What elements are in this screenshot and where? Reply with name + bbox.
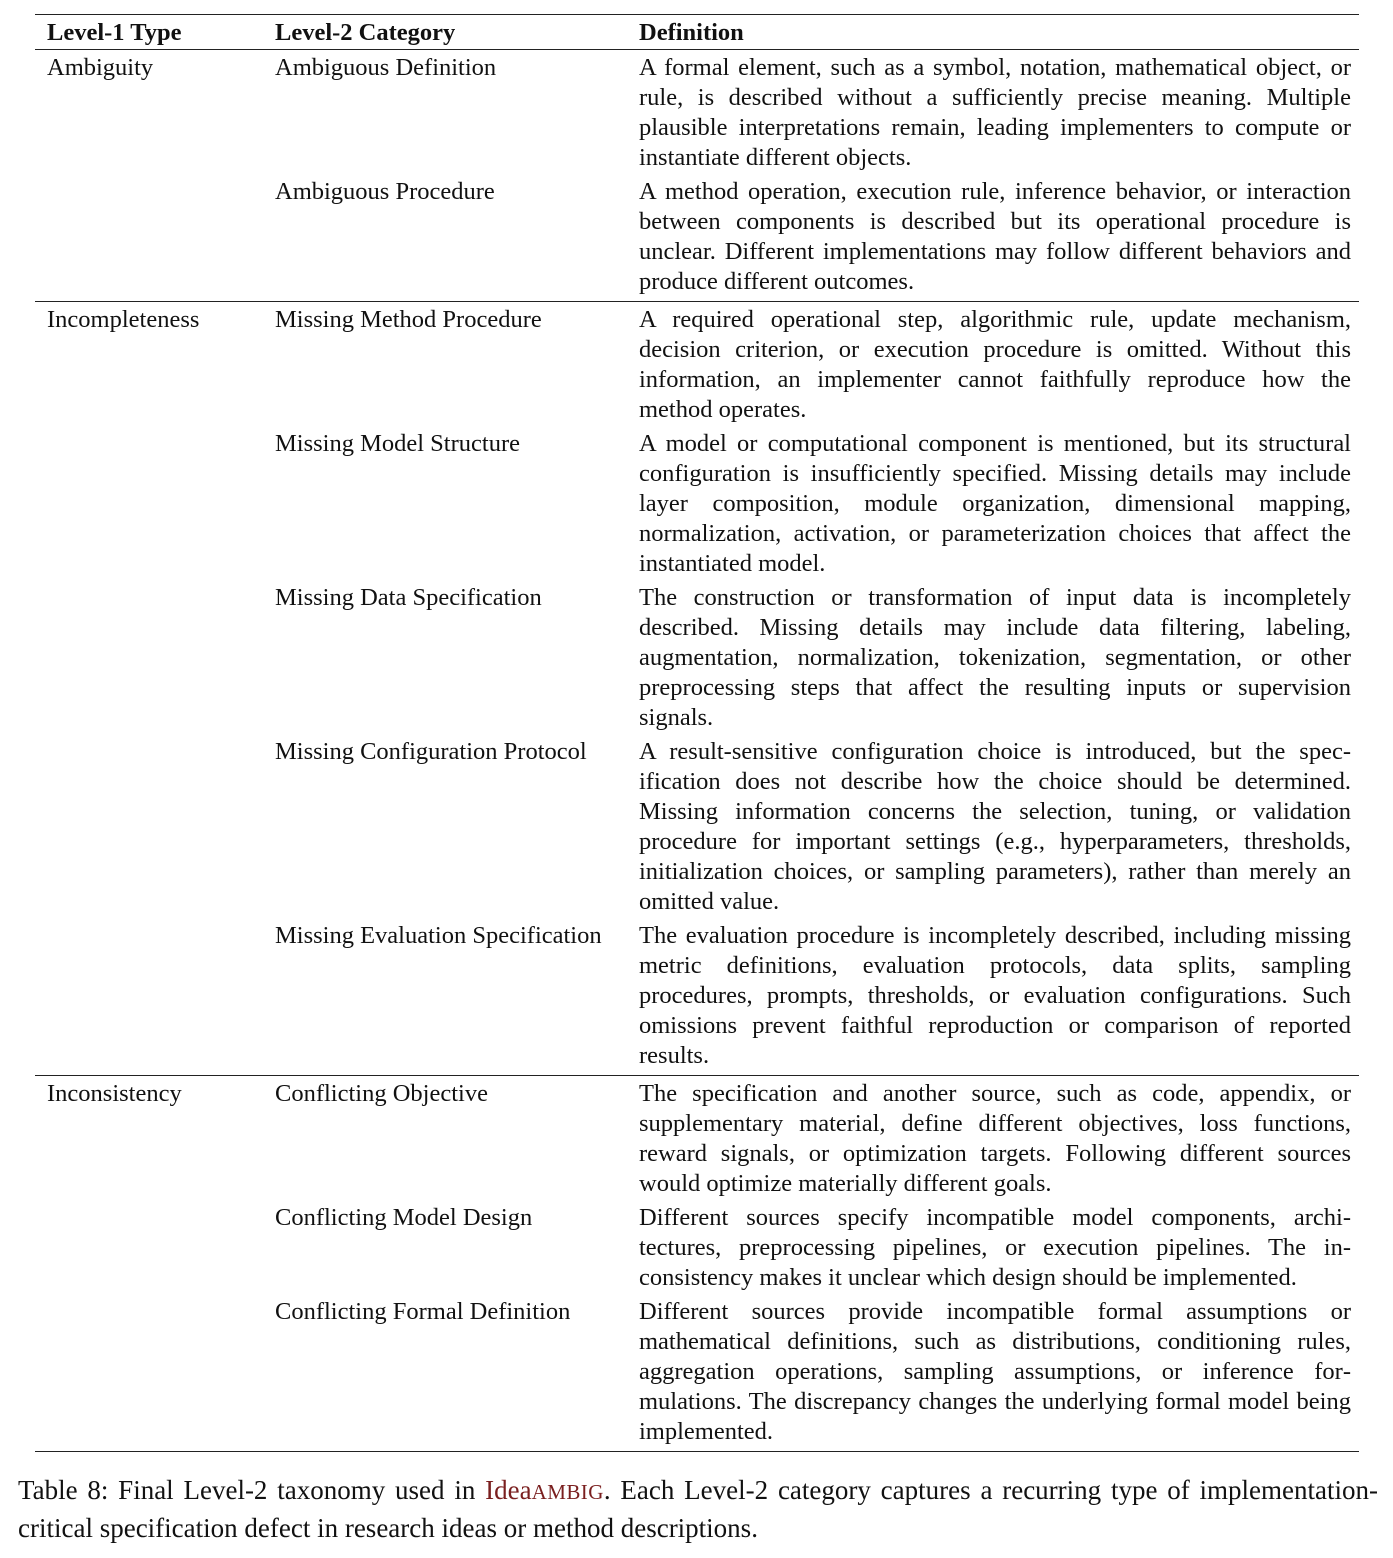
taxonomy-table (35, 14, 1359, 1452)
level-1-type-cell-empty (35, 737, 263, 921)
definition-cell: A model or computational component is mentioned, but its structural configuration is insufficiently specified. Missing details may include layer composition, module organization, dimensional mapping, normalization, activation, or parameterization choices that affect the instantiated model. (639, 430, 1351, 577)
table-row (35, 429, 1359, 583)
table-row (35, 1203, 1359, 1297)
table-row (35, 1076, 1359, 1204)
table-caption (18, 1472, 1378, 1546)
group-ambiguity (35, 50, 1359, 302)
level-1-type-cell: Inconsistency (47, 1080, 182, 1107)
level-1-type-cell-empty (35, 177, 263, 302)
level-1-type-cell-empty (35, 1297, 263, 1452)
level-1-type-cell-empty (35, 921, 263, 1076)
group-incompleteness (35, 302, 1359, 1076)
table-row (35, 50, 1359, 178)
level-1-type-cell-empty (35, 1203, 263, 1297)
table-row (35, 737, 1359, 921)
level-1-type-cell: Ambiguity (47, 54, 154, 81)
idea-ambig-name-lead: Idea (485, 1475, 532, 1505)
idea-ambig-name (485, 1475, 604, 1505)
level-2-category-cell: Conflicting Formal Definition (275, 1298, 571, 1325)
definition-cell: A formal element, such as a symbol, notation, mathematical object, or rule, is described without a sufficiently precise meaning. Multiple plausible interpretations remain, leading implementers to compute or instantiate different objects. (639, 54, 1351, 171)
definition-cell: Different sources specify incompatible model components, architectures, preprocessing pipelines, or execution pipelines. The inconsistency makes it unclear which design should be implemented. (639, 1204, 1351, 1291)
taxonomy-table-container (35, 14, 1359, 1452)
definition-cell: A result-sensitive configuration choice is introduced, but the specification does not describe how the choice should be determined. Missing information concerns the selection, tuning, or validation procedure for important settings (e.g., hyperparameters, thresholds, initialization choices, or sampling parameters), rather than merely an omitted value. (639, 738, 1351, 915)
table-row (35, 921, 1359, 1076)
level-2-category-cell: Conflicting Objective (275, 1080, 488, 1107)
table-header (35, 15, 1359, 50)
definition-cell: A method operation, execution rule, inference behavior, or interaction between components is described but its operational procedure is unclear. Different implementations may follow different behaviors and produce different outcomes. (639, 178, 1351, 295)
header-level-2-category: Level-2 Category (275, 19, 456, 46)
level-2-category-cell: Missing Model Structure (275, 430, 520, 457)
idea-ambig-name-smallcaps: AMBIG (531, 1480, 604, 1504)
level-2-category-cell: Missing Data Specification (275, 584, 542, 611)
table-row (35, 583, 1359, 737)
definition-cell: The specification and another source, such as code, appendix, or supplementary material, define different objectives, loss functions, reward signals, or optimization targets. Following different sources would optimize materially different goals. (639, 1080, 1351, 1197)
definition-cell: The construction or transformation of input data is incompletely described. Missing details may include data filtering, labeling, augmentation, normalization, tokenization, segmentation, or other preprocessing steps that affect the resulting inputs or supervision signals. (639, 584, 1351, 731)
header-row (35, 15, 1359, 50)
definition-cell: Different sources provide incompatible formal assumptions or mathematical definitions, such as distributions, conditioning rules, aggregation operations, sampling assumptions, or inference formulations. The discrepancy changes the underlying formal model being implemented. (639, 1298, 1351, 1445)
level-1-type-cell-empty (35, 583, 263, 737)
caption-suffix: . Each Level-2 category captures a recurring type of implementation-critical specification defect in research ideas or method descriptions. (18, 1475, 1378, 1543)
definition-cell: The evaluation procedure is incompletely described, including missing metric definitions, evaluation protocols, data splits, sampling procedures, prompts, thresholds, or evaluation configurations. Such omissions prevent faithful reproduction or comparison of reported results. (639, 922, 1351, 1069)
level-2-category-cell: Missing Evaluation Specification (275, 922, 602, 949)
table-row (35, 302, 1359, 430)
level-1-type-cell-empty (35, 429, 263, 583)
header-level-1-type: Level-1 Type (47, 19, 182, 46)
level-2-category-cell: Conflicting Model Design (275, 1204, 533, 1231)
level-2-category-cell: Missing Configuration Protocol (275, 738, 587, 765)
table-row (35, 177, 1359, 302)
level-2-category-cell: Ambiguous Definition (275, 54, 497, 81)
level-2-category-cell: Missing Method Procedure (275, 306, 542, 333)
level-2-category-cell: Ambiguous Procedure (275, 178, 495, 205)
caption-prefix: Table 8: Final Level-2 taxonomy used in (18, 1475, 486, 1505)
level-1-type-cell: Incompleteness (47, 306, 200, 333)
definition-cell: A required operational step, algorithmic rule, update mechanism, decision criterion, or execution procedure is omitted. Without this information, an implementer cannot faithfully reproduce how the method operates. (639, 306, 1351, 423)
table-row (35, 1297, 1359, 1452)
header-definition: Definition (639, 19, 744, 46)
group-inconsistency (35, 1076, 1359, 1452)
